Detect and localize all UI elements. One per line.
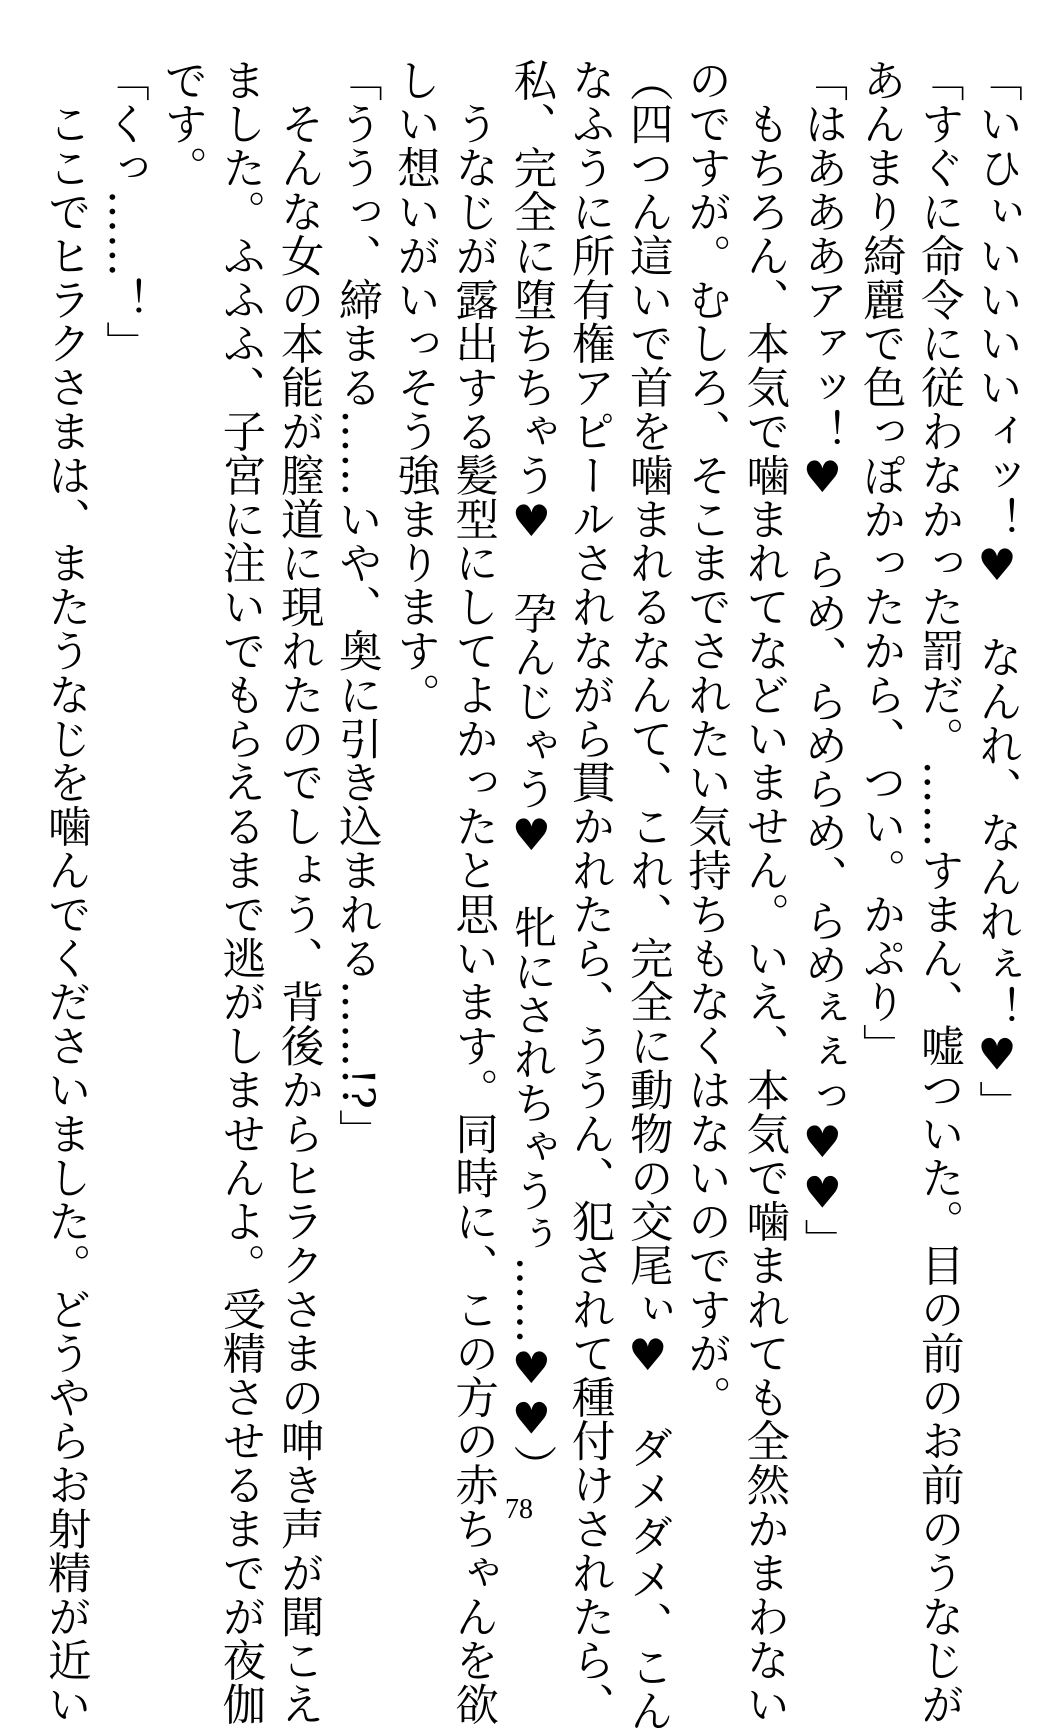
text-line: のですが。むしろ、そこまでされたい気持ちもなくはないのですが。: [680, 58, 731, 1419]
text-line: 「ううっ、締まる……いや、奥に引き込まれる……!?」: [331, 58, 382, 1154]
text-line: 私、完全に堕ちちゃう♥ 孕んじゃう♥ 牝にされちゃうぅ……♥♥）: [506, 58, 557, 1489]
text-line: 「はあああアァッ！♥ らめ、らめらめ、らめぇぇっ♥♥」: [797, 58, 848, 1263]
text-line: あんまり綺麗で色っぽかったから、つい。かぷり」: [855, 58, 906, 1068]
page-number: 78: [505, 1494, 533, 1525]
text-line: もちろん、本気で噛まれてなどいません。いえ、本気で噛まれても全然かまわない: [739, 58, 790, 1727]
text-line: 「いひぃいいいいィッ！♥ なんれ、なんれぇ！♥」: [972, 58, 1022, 1125]
text-line: です。: [157, 58, 208, 190]
text-line: そんな女の本能が膣道に現れたのでしょう、背後からヒラクさまの呻き声が聞こえ: [273, 58, 324, 1727]
text-line: ここでヒラクさまは、またうなじを噛んでくださいました。どうやらお射精が近い: [40, 58, 91, 1727]
text-line: （四つん這いで首を噛まれるなんて、これ、完全に動物の交尾ぃ♥ ダメダメ、こん: [622, 58, 673, 1733]
text-line: なふうに所有権アピールされながら貫かれたら、ううん、犯されて種付けされたら、: [564, 58, 615, 1727]
text-line: うなじが露出する髪型にしてよかったと思います。同時に、この方の赤ちゃんを欲: [448, 58, 499, 1727]
text-line: ました。ふふふ、子宮に注いでもらえるまで逃がしませんよ。受精させるまでが夜伽: [215, 58, 266, 1727]
text-line: しい想いがいっそう強まります。: [389, 58, 440, 717]
text-line: 「すぐに命令に従わなかった罰だ。……すまん、嘘ついた。目の前のお前のうなじが: [913, 58, 964, 1727]
text-line: 「くっ……！」: [98, 58, 149, 366]
